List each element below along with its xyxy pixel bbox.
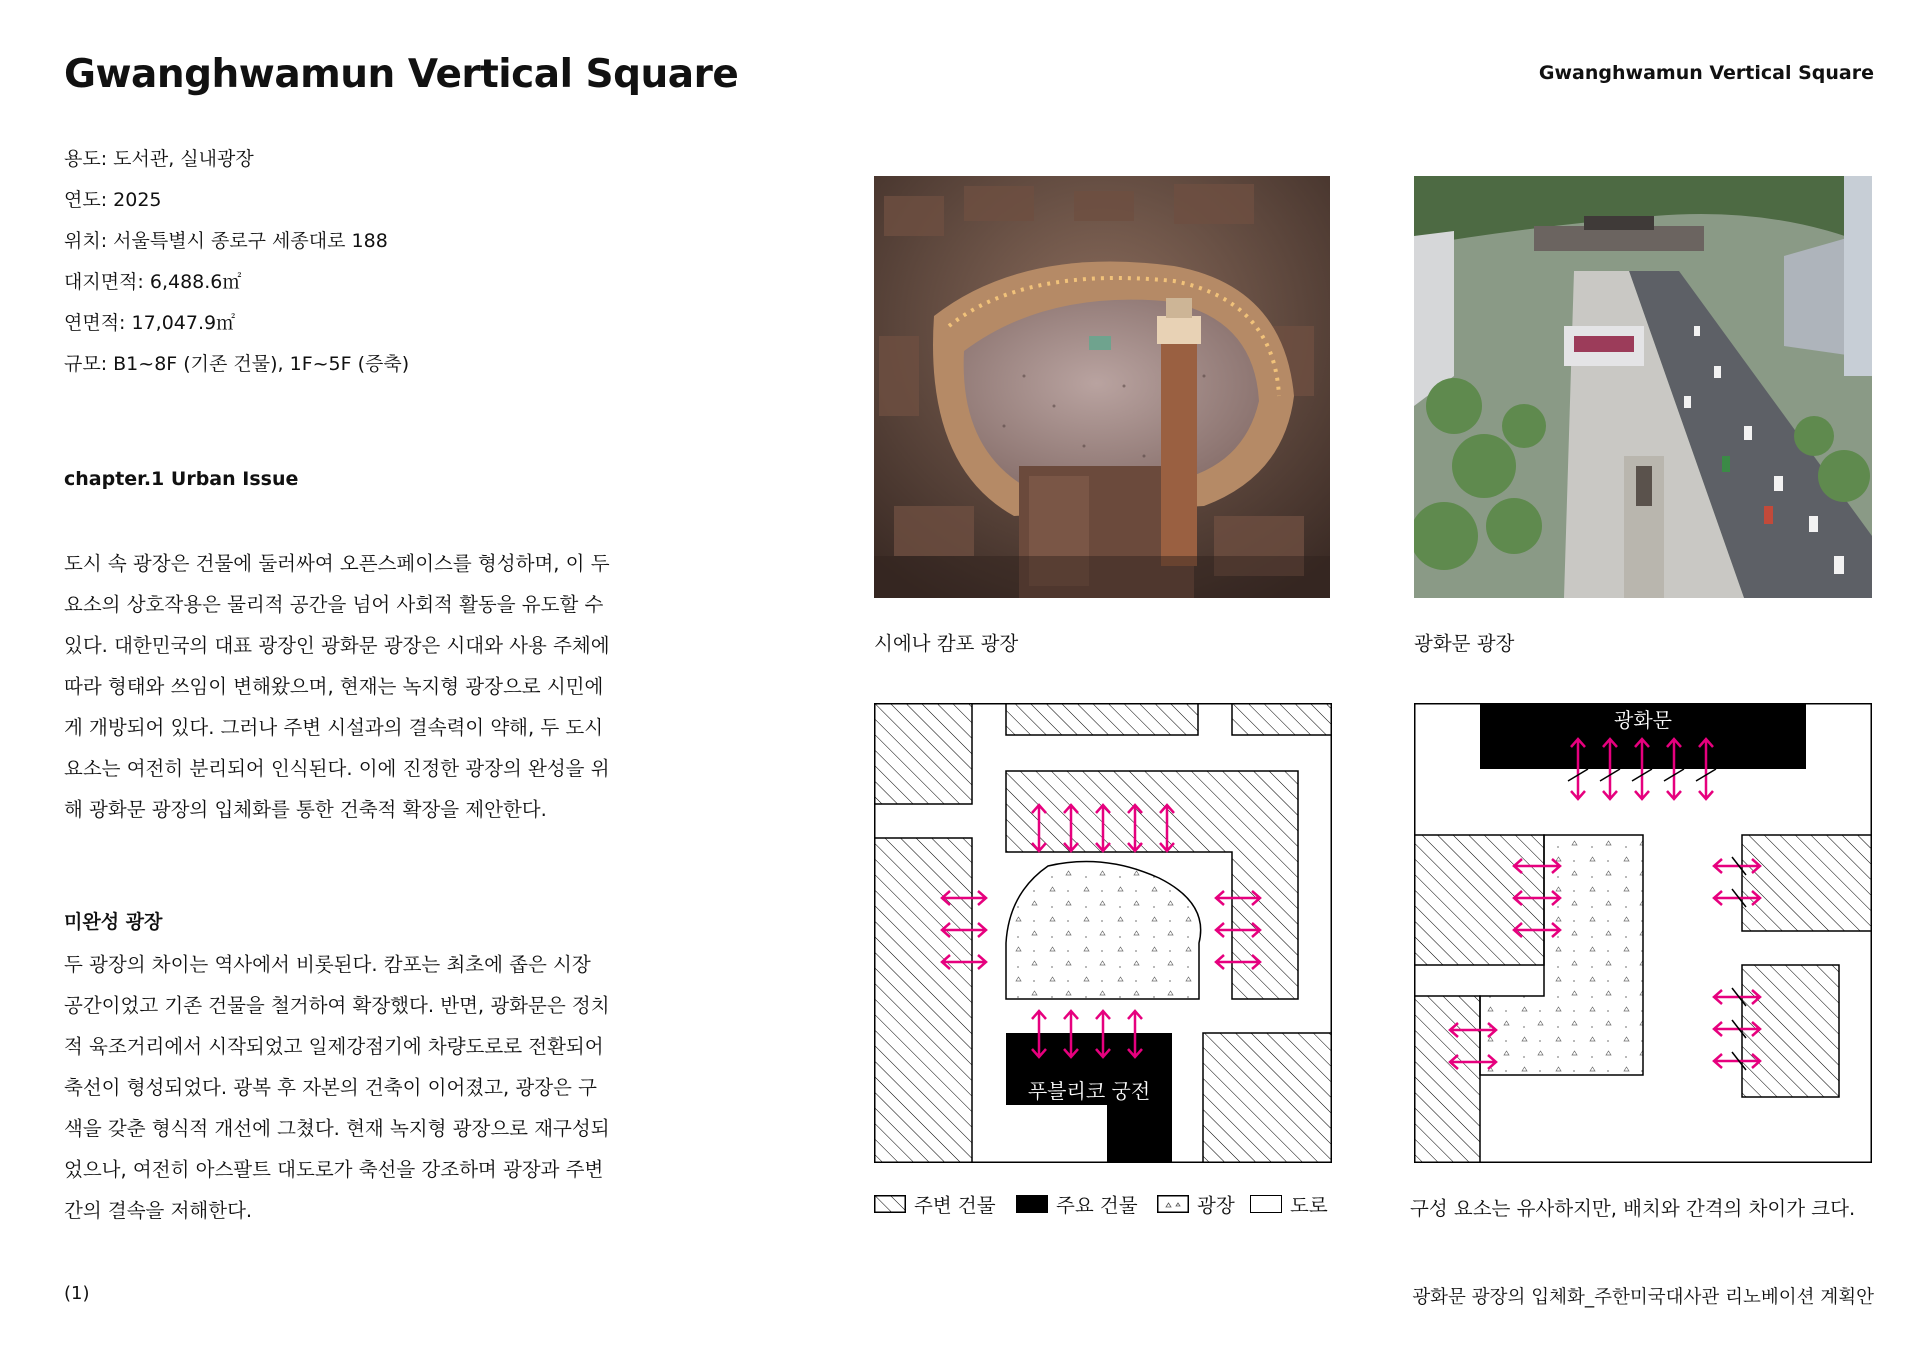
info-usage: 용도: 도서관, 실내광장	[64, 148, 254, 170]
surrounding-building	[1414, 835, 1544, 965]
empty-swatch-icon	[1250, 1195, 1282, 1213]
surrounding-building	[1232, 703, 1332, 735]
surrounding-building	[1742, 835, 1872, 931]
footer-title: 광화문 광장의 입체화_주한미국대사관 리노베이션 계획안	[1412, 1287, 1874, 1308]
palazzo-label: 푸블리코 궁전	[1027, 1079, 1151, 1103]
paragraph-line: 따라 형태와 쓰임이 변해왔으며, 현재는 녹지형 광장으로 시민에	[64, 675, 604, 698]
paragraph-line: 공간이었고 기존 건물을 철거하여 확장했다. 반면, 광화문은 정치	[64, 994, 610, 1017]
paragraph-line: 적 육조거리에서 시작되었고 일제강점기에 차량도로로 전환되어	[64, 1035, 604, 1058]
page-number: (1)	[64, 1283, 90, 1304]
diagram-siena	[874, 703, 1332, 1163]
hatch-swatch-icon	[874, 1195, 906, 1213]
paragraph-line: 게 개방되어 있다. 그러나 주변 시설과의 결속력이 약해, 두 도시	[64, 716, 604, 739]
gwanghwamun-label: 광화문	[1614, 708, 1672, 732]
legend-square-label: 광장	[1197, 1194, 1235, 1217]
info-year: 연도: 2025	[64, 189, 162, 211]
paragraph-line: 간의 결속을 저해한다.	[64, 1199, 253, 1222]
info-site-area: 대지면적: 6,488.6㎡	[64, 271, 242, 293]
caption-gwanghwamun: 광화문 광장	[1414, 632, 1515, 655]
header-title-right: Gwanghwamun Vertical Square	[1538, 62, 1874, 84]
paragraph-line: 요소는 여전히 분리되어 인식된다. 이에 진정한 광장의 완성을 위	[64, 757, 610, 780]
paragraph-line: 두 광장의 차이는 역사에서 비롯된다. 캄포는 최초에 좁은 시장	[64, 953, 591, 976]
surrounding-building	[874, 838, 972, 1163]
paragraph-line: 도시 속 광장은 건물에 둘러싸여 오픈스페이스를 형성하며, 이 두	[64, 552, 610, 575]
legend-road-label: 도로	[1290, 1194, 1328, 1217]
surrounding-building	[1006, 703, 1198, 735]
solid-swatch-icon	[1016, 1195, 1048, 1213]
legend-square	[1157, 1193, 1235, 1215]
legend-surrounding	[874, 1193, 996, 1215]
paragraph-line: 색을 갖춘 형식적 개선에 그쳤다. 현재 녹지형 광장으로 재구성되	[64, 1117, 610, 1140]
photo-gwanghwamun	[1414, 176, 1872, 598]
chapter-heading: chapter.1 Urban Issue	[64, 468, 299, 490]
photo-siena-campo	[874, 176, 1330, 598]
info-scale: 규모: B1~8F (기존 건물), 1F~5F (증축)	[64, 353, 410, 375]
paragraph-line: 었으나, 여전히 아스팔트 대도로가 축선을 강조하며 광장과 주변	[64, 1158, 604, 1181]
surrounding-building	[1203, 1033, 1332, 1163]
paragraph-line: 있다. 대한민국의 대표 광장인 광화문 광장은 시대와 사용 주체에	[64, 634, 610, 657]
diagram-gwanghwamun	[1414, 703, 1872, 1163]
dotted-swatch-icon	[1157, 1195, 1189, 1213]
info-floor-area: 연면적: 17,047.9㎡	[64, 312, 236, 334]
paragraph-line: 축선이 형성되었다. 광복 후 자본의 건축이 이어졌고, 광장은 구	[64, 1076, 597, 1099]
paragraph-line: 해 광화문 광장의 입체화를 통한 건축적 확장을 제안한다.	[64, 798, 547, 821]
legend-main	[1016, 1193, 1138, 1215]
paragraph-urban-issue	[64, 543, 624, 830]
surrounding-building	[874, 703, 972, 804]
diagram-note: 구성 요소는 유사하지만, 배치와 간격의 차이가 크다.	[1410, 1197, 1856, 1220]
paragraph-incomplete-square	[64, 944, 624, 1231]
legend-main-label: 주요 건물	[1056, 1194, 1138, 1217]
caption-siena-campo: 시에나 캄포 광장	[874, 632, 1019, 655]
page-title: Gwanghwamun Vertical Square	[64, 52, 739, 97]
legend-surrounding-label: 주변 건물	[914, 1194, 996, 1217]
paragraph-line: 요소의 상호작용은 물리적 공간을 넘어 사회적 활동을 유도할 수	[64, 593, 604, 616]
legend-road	[1250, 1193, 1328, 1215]
surrounding-building	[1414, 996, 1480, 1163]
info-location: 위치: 서울특별시 종로구 세종대로 188	[64, 230, 388, 252]
section-heading: 미완성 광장	[64, 911, 163, 933]
